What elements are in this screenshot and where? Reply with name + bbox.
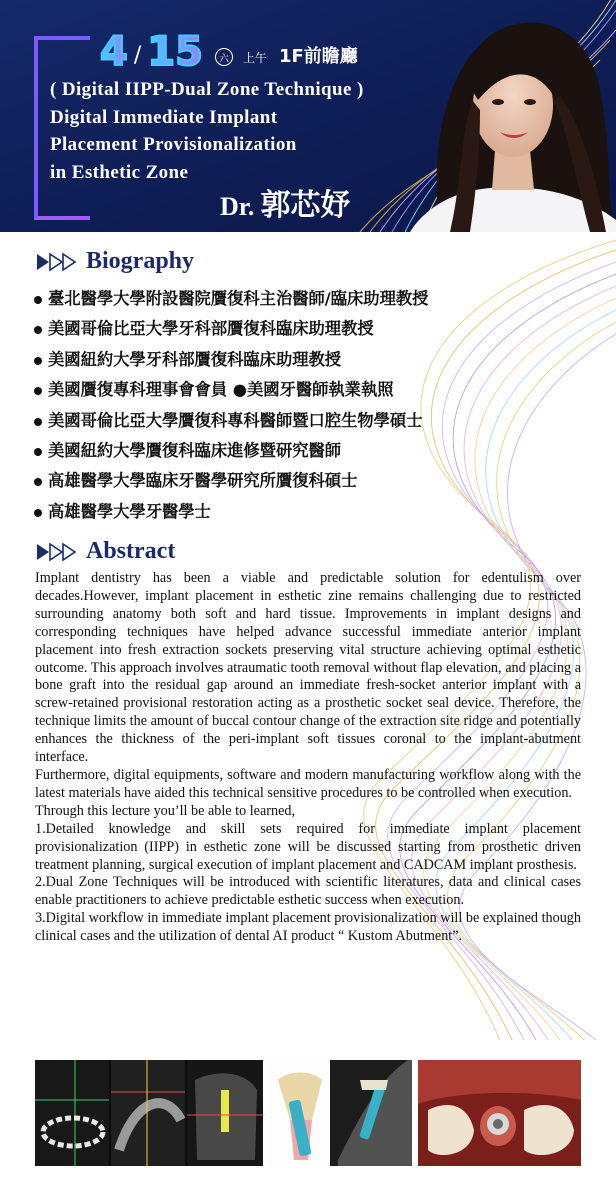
biography-heading	[36, 248, 194, 275]
talk-title-line: Digital Immediate Implant	[50, 106, 278, 128]
biography-item: 美國紐約大學牙科部贋復科臨床助理教授	[34, 345, 428, 375]
speaker-name	[220, 180, 350, 224]
date-slash: /	[133, 43, 142, 68]
biography-list	[34, 284, 428, 527]
biography-item: 高雄醫學大學牙醫學士	[34, 497, 428, 527]
biography-item: 美國哥倫比亞大學贋復科專科醫師暨口腔生物學碩士	[34, 406, 428, 436]
talk-title-line: ( Digital IIPP-Dual Zone Technique )	[50, 79, 364, 100]
biography-item: 美國贋復專科理事會會員 ●美國牙醫師執業執照	[34, 375, 428, 405]
event-month: 4	[100, 29, 128, 75]
triple-arrow-icon	[36, 252, 78, 272]
talk-title-line: Placement Provisionalization	[50, 134, 297, 155]
cbct-planning-screenshot	[35, 1060, 263, 1166]
speaker-prefix: Dr.	[220, 192, 255, 221]
event-session: 上午	[242, 51, 267, 65]
speaker-chinese-name: 郭芯妤	[260, 188, 351, 223]
abstract-paragraph: 2.Dual Zone Techniques will be introduced with scientific literatures, data and clinical cases enable practitioners to achieve predictable esthetic success when execution.	[35, 874, 581, 909]
abstract-paragraph: Through this lecture you’ll be able to learned,	[35, 802, 296, 819]
event-venue: 1F前瞻廳	[278, 46, 358, 67]
biography-item: 臺北醫學大學附設醫院贋復科主治醫師/臨床助理教授	[34, 284, 428, 314]
triple-arrow-icon	[36, 542, 78, 562]
event-date	[100, 29, 358, 75]
biography-item: 美國哥倫比亞大學牙科部贋復科臨床助理教授	[34, 314, 428, 344]
biography-item: 美國紐約大學贋復科臨床進修暨研究醫師	[34, 436, 428, 466]
abstract-body	[35, 570, 581, 946]
biography-item: 高雄醫學大學臨床牙醫學研究所贋復科碩士	[34, 466, 428, 496]
header-banner	[0, 0, 616, 232]
clinical-intraoral-photo	[418, 1060, 581, 1166]
implant-placement-diagram	[268, 1060, 412, 1166]
abstract-paragraph: Furthermore, digital equipments, software and modern manufacturing workflow along with the latest materials have aided this technical sensitive procedures to be controlled when execution.	[35, 766, 581, 801]
speaker-portrait-photo	[400, 10, 616, 232]
event-day: 15	[147, 29, 203, 75]
weekday-badge: 六	[215, 48, 233, 66]
abstract-paragraph: 3.Digital workflow in immediate implant placement provisionalization will be explained though clinical cases and the utilization of dental AI product “ Kustom Abutment”.	[35, 910, 581, 945]
talk-title-line: in Esthetic Zone	[50, 161, 189, 183]
abstract-paragraph: Implant dentistry has been a viable and predictable solution for edentulism over decades.However, implant placement in esthetic zine remains challenging due to restricted surrounding anatomy both soft and hard tissue. Improvements in implant designs and corresponding techniques have helped advance successful immediate anterior implant placement into fresh extraction sockets preserving vital structure achieving optimal esthetic outcome. This approach involves atraumatic tooth removal without flap elevation, and placing a bone graft into the residual gap around an immediate fresh-socket anterior implant with a screw-retained provisional restoration acting as a prosthetic socket seal device. Therefore, the technique limits the amount of buccal contour change of the extraction site ridge and potentially enhances the thickness of the peri-implant soft tissues coronal to the implant-abutment interface.	[35, 570, 581, 766]
abstract-heading	[36, 538, 175, 565]
abstract-title: Abstract	[86, 538, 176, 564]
biography-title: Biography	[86, 248, 195, 274]
abstract-paragraph: 1.Detailed knowledge and skill sets required for immediate implant placement provisionalization (IIPP) in esthetic zone will be discussed starting from prosthetic driven treatment planning, surgical execution of implant placement and CADCAM implant prosthesis.	[35, 820, 581, 873]
